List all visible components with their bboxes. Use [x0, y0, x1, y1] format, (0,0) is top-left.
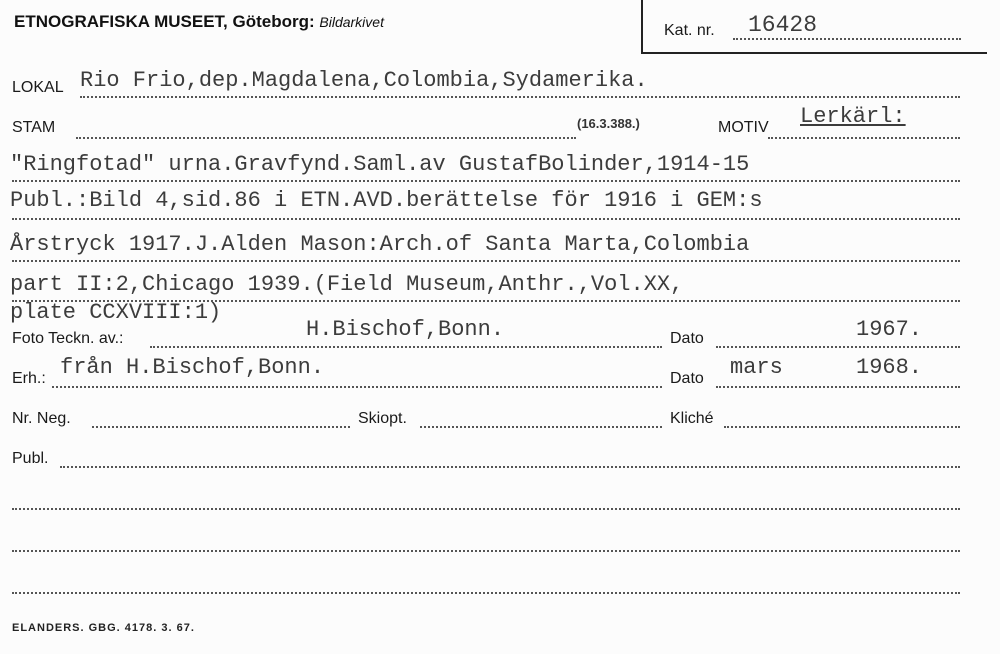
stam-number: (16.3.388.) — [577, 116, 640, 131]
erh-dotline — [52, 386, 662, 388]
kliche-label: Kliché — [670, 410, 714, 427]
motiv-value: Lerkärl: — [800, 104, 906, 129]
museum-name: ETNOGRAFISKA MUSEET, Göteborg: — [14, 12, 315, 31]
stam-label: STAM — [12, 119, 56, 136]
erh-label: Erh.: — [12, 370, 46, 387]
description-line-5: plate CCXVIII:1) — [10, 300, 222, 325]
publ-dotline-4 — [12, 592, 960, 594]
line-1-dotline — [12, 180, 960, 182]
foto-label: Foto Teckn. av.: — [12, 330, 124, 347]
kat-dotline — [733, 38, 961, 40]
description-line-2: Publ.:Bild 4,sid.86 i ETN.AVD.berättelse för 1916 i GEM:s — [10, 188, 763, 213]
lokal-dotline — [80, 96, 960, 98]
publ-label: Publ. — [12, 450, 49, 467]
erh-dato-month: mars — [730, 355, 783, 380]
stam-dotline — [76, 137, 576, 139]
kat-label: Kat. nr. — [664, 22, 715, 39]
skiopt-dotline — [420, 426, 662, 428]
motiv-dotline — [768, 137, 960, 139]
nr-neg-dotline — [92, 426, 350, 428]
lokal-label: LOKAL — [12, 79, 64, 96]
publ-dotline-2 — [12, 508, 960, 510]
kliche-dotline — [724, 426, 960, 428]
description-line-3: Årstryck 1917.J.Alden Mason:Arch.of Santa Marta,Colombia — [10, 232, 750, 257]
erh-value: från H.Bischof,Bonn. — [60, 355, 325, 380]
publ-dotline-3 — [12, 550, 960, 552]
erh-dato-year: 1968. — [856, 355, 923, 380]
foto-dato-dotline — [716, 346, 960, 348]
publ-dotline-1 — [60, 466, 960, 468]
lokal-value: Rio Frio,dep.Magdalena,Colombia,Sydamerika. — [80, 68, 648, 93]
foto-value: H.Bischof,Bonn. — [306, 317, 505, 342]
museum-header — [14, 12, 384, 32]
description-line-1: "Ringfotad" urna.Gravfynd.Saml.av GustafBolinder,1914-15 — [10, 152, 750, 177]
line-2-dotline — [12, 218, 960, 220]
line-3-dotline — [12, 260, 960, 262]
foto-dotline — [150, 346, 662, 348]
erh-dato-label: Dato — [670, 370, 704, 387]
motiv-label: MOTIV — [718, 119, 769, 136]
archive-name: Bildarkivet — [319, 14, 384, 30]
foto-dato-label: Dato — [670, 330, 704, 347]
erh-dato-dotline — [716, 386, 960, 388]
nr-neg-label: Nr. Neg. — [12, 410, 71, 427]
skiopt-label: Skiopt. — [358, 410, 407, 427]
printer-footer: ELANDERS. GBG. 4178. 3. 67. — [12, 622, 195, 634]
kat-number: 16428 — [748, 12, 818, 38]
foto-dato-value: 1967. — [856, 317, 923, 342]
description-line-4: part II:2,Chicago 1939.(Field Museum,Anthr.,Vol.XX, — [10, 272, 684, 297]
